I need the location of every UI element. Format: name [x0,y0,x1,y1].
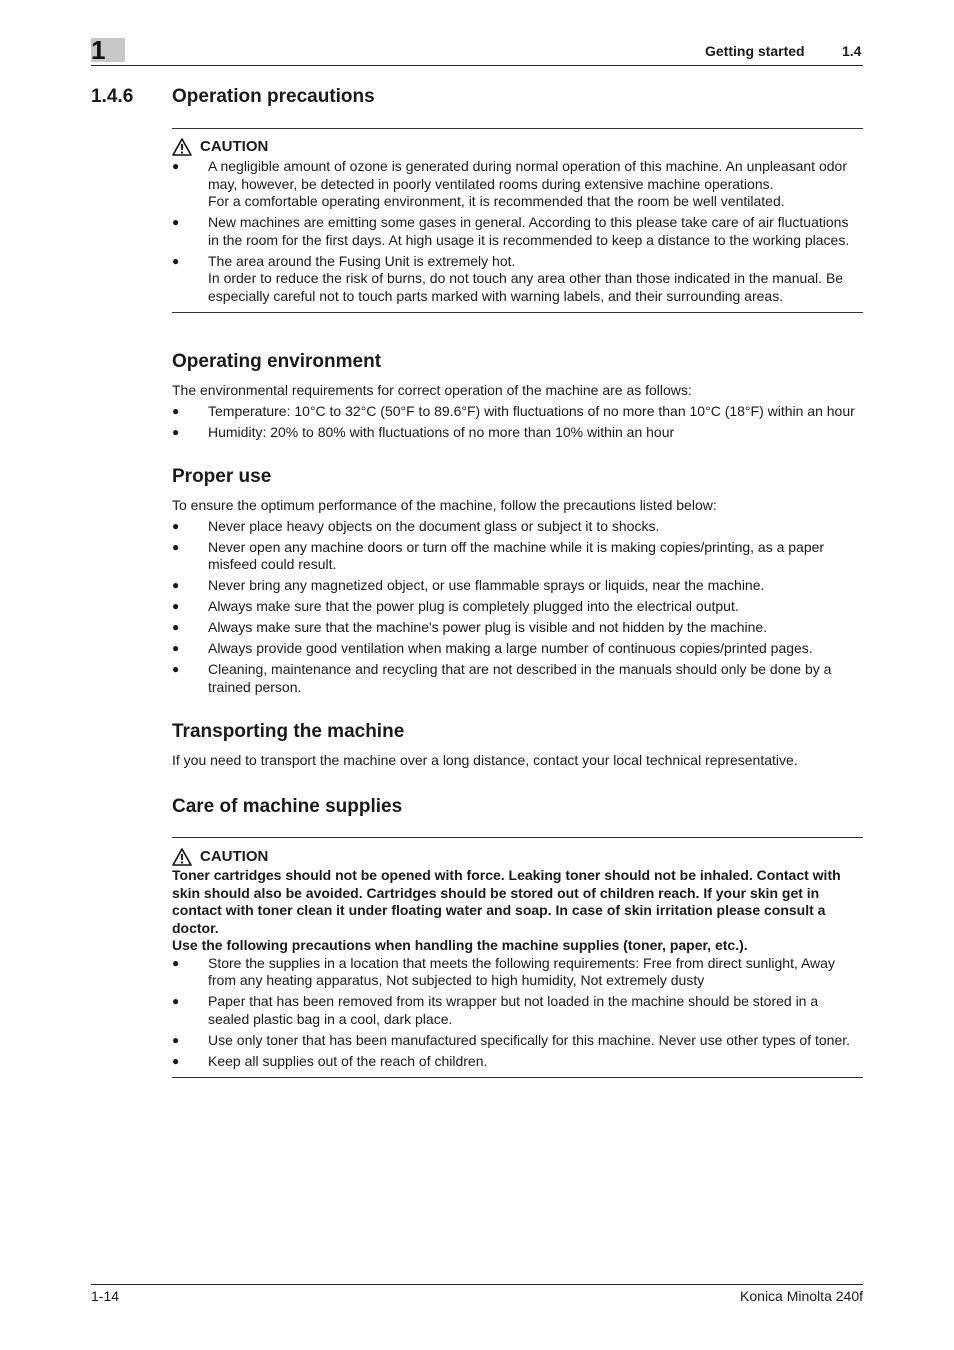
item-line: Paper that has been removed from its wrapper but not loaded in the machine should be stored in a [208,993,819,1009]
list-item [172,214,863,249]
item-line: New machines are emitting some gases in general. According to this please take care of air fluctuations [208,214,849,230]
caution-label: CAUTION [200,848,269,865]
list-item [172,993,863,1028]
paragraph: The environmental requirements for correct operation of the machine are as follows: [172,382,692,398]
item-line: A negligible amount of ozone is generated during normal operation of this machine. An unpleasant odor [208,158,847,174]
item-line: In order to reduce the risk of burns, do not touch any area other than those indicated in the manual. Be [208,270,844,286]
caution-text-line: contact with toner clean it under floating water and soap. In case of skin irritation please consult a [172,902,826,918]
list-item [172,403,863,421]
caution-bottom-rule [172,1077,863,1078]
item-line: The area around the Fusing Unit is extremely hot. [208,252,516,269]
item-line: Never open any machine doors or turn off the machine while it is making copies/printing, as a paper [208,538,825,555]
heading-operating-environment: Operating environment [172,351,382,372]
bullet-icon: ● [172,599,180,613]
item-line: Never place heavy objects on the document glass or subject it to shocks. [208,517,660,534]
operating-environment-body [172,382,863,442]
proper-use-body [172,497,863,696]
item-line: sealed plastic bag in a cool, dark place. [208,1010,453,1027]
caution-text-line: Toner cartridges should not be opened with force. Leaking toner should not be inhaled. Contact with [172,867,841,883]
warning-icon [172,848,192,866]
bullet-icon: ● [172,1053,180,1068]
caution-bottom-rule [172,312,863,313]
bullet-icon: ● [172,159,180,173]
list-item [172,619,863,637]
list-item [172,539,863,574]
list-item [172,640,863,658]
item-line: misfeed could result. [208,556,337,572]
list-item [172,158,863,211]
item-line: Always make sure that the machine's power plug is visible and not hidden by the machine. [208,619,768,635]
header-section: 1.4 [842,43,862,59]
item-line: Store the supplies in a location that meets the following requirements: Free from direct sunlight, Away [208,954,835,971]
list-item [172,253,863,306]
page-number: 1-14 [91,1288,120,1304]
bullet-icon: ● [172,404,180,418]
section-number: 1.4.6 [91,86,134,107]
bullet-icon: ● [172,620,180,634]
supplies-caution-body [172,867,863,1070]
section-title: Operation precautions [172,86,375,107]
bullet-icon: ● [172,518,180,533]
caution-text-line: skin should also be avoided. Cartridges should be stored out of children reach. If your skin get in [172,884,820,901]
bullet-icon: ● [172,215,180,229]
item-line: Use only toner that has been manufactured specifically for this machine. Never use other types of toner. [208,1031,851,1048]
heading-transporting: Transporting the machine [172,721,405,742]
bullet-icon: ● [172,994,180,1008]
bullet-icon: ● [172,425,180,439]
footer-rule [91,1284,863,1285]
bullet-icon: ● [172,662,180,676]
header-rule [91,65,863,66]
caution-top-rule [172,128,863,129]
item-line: Never bring any magnetized object, or use flammable sprays or liquids, near the machine. [208,577,765,593]
caution-top-rule [172,837,863,838]
caution-list [172,158,863,305]
item-line: Cleaning, maintenance and recycling that are not described in the manuals should only be done by a [208,661,832,677]
caution-text-line: Use the following precautions when handling the machine supplies (toner, paper, etc.). [172,937,748,953]
item-line: from any heating apparatus, Not subjected to high humidity, Not extremely dusty [208,972,705,988]
list-item [172,1053,863,1071]
bullet-icon: ● [172,641,180,655]
list-item [172,598,863,616]
item-line: especially careful not to touch parts marked with warning labels, and their surrounding areas. [208,287,784,304]
paragraph: To ensure the optimum performance of the machine, follow the precautions listed below: [172,497,717,513]
list-item [172,955,863,990]
item-line: Temperature: 10°C to 32°C (50°F to 89.6°F) with fluctuations of no more than 10°C (18°F) within an hour [208,403,855,419]
bullet-icon: ● [172,1032,180,1047]
header-title: Getting started [705,43,805,59]
list-item [172,518,863,536]
list-item [172,661,863,696]
item-line: Keep all supplies out of the reach of children. [208,1052,488,1069]
caution-heading [172,138,268,156]
item-line: Always provide good ventilation when making a large number of continuous copies/printed pages. [208,640,813,656]
bullet-icon: ● [172,253,180,268]
caution-text-line: doctor. [172,919,219,936]
caution-heading [172,848,268,866]
warning-icon [172,138,192,156]
bullet-icon: ● [172,539,180,554]
bullet-icon: ● [172,955,180,970]
item-line: Humidity: 20% to 80% with fluctuations of no more than 10% within an hour [208,424,675,440]
list-item [172,424,863,442]
caution-label: CAUTION [200,138,269,155]
item-line: For a comfortable operating environment, it is recommended that the room be well ventilated. [208,193,785,209]
list-item [172,577,863,595]
paragraph: If you need to transport the machine over a long distance, contact your local technical representative. [172,752,798,768]
item-line: trained person. [208,678,302,695]
heading-supplies: Care of machine supplies [172,796,403,817]
product-name: Konica Minolta 240f [740,1288,863,1304]
item-line: in the room for the first days. At high usage it is recommended to keep a distance to the working places. [208,231,850,248]
bullet-icon: ● [172,578,180,592]
heading-proper-use: Proper use [172,466,272,487]
chapter-number: 1 [91,35,106,65]
item-line: may, however, be detected in poorly ventilated rooms during extensive machine operations. [208,175,774,192]
item-line: Always make sure that the power plug is completely plugged into the electrical output. [208,598,739,614]
list-item [172,1032,863,1050]
